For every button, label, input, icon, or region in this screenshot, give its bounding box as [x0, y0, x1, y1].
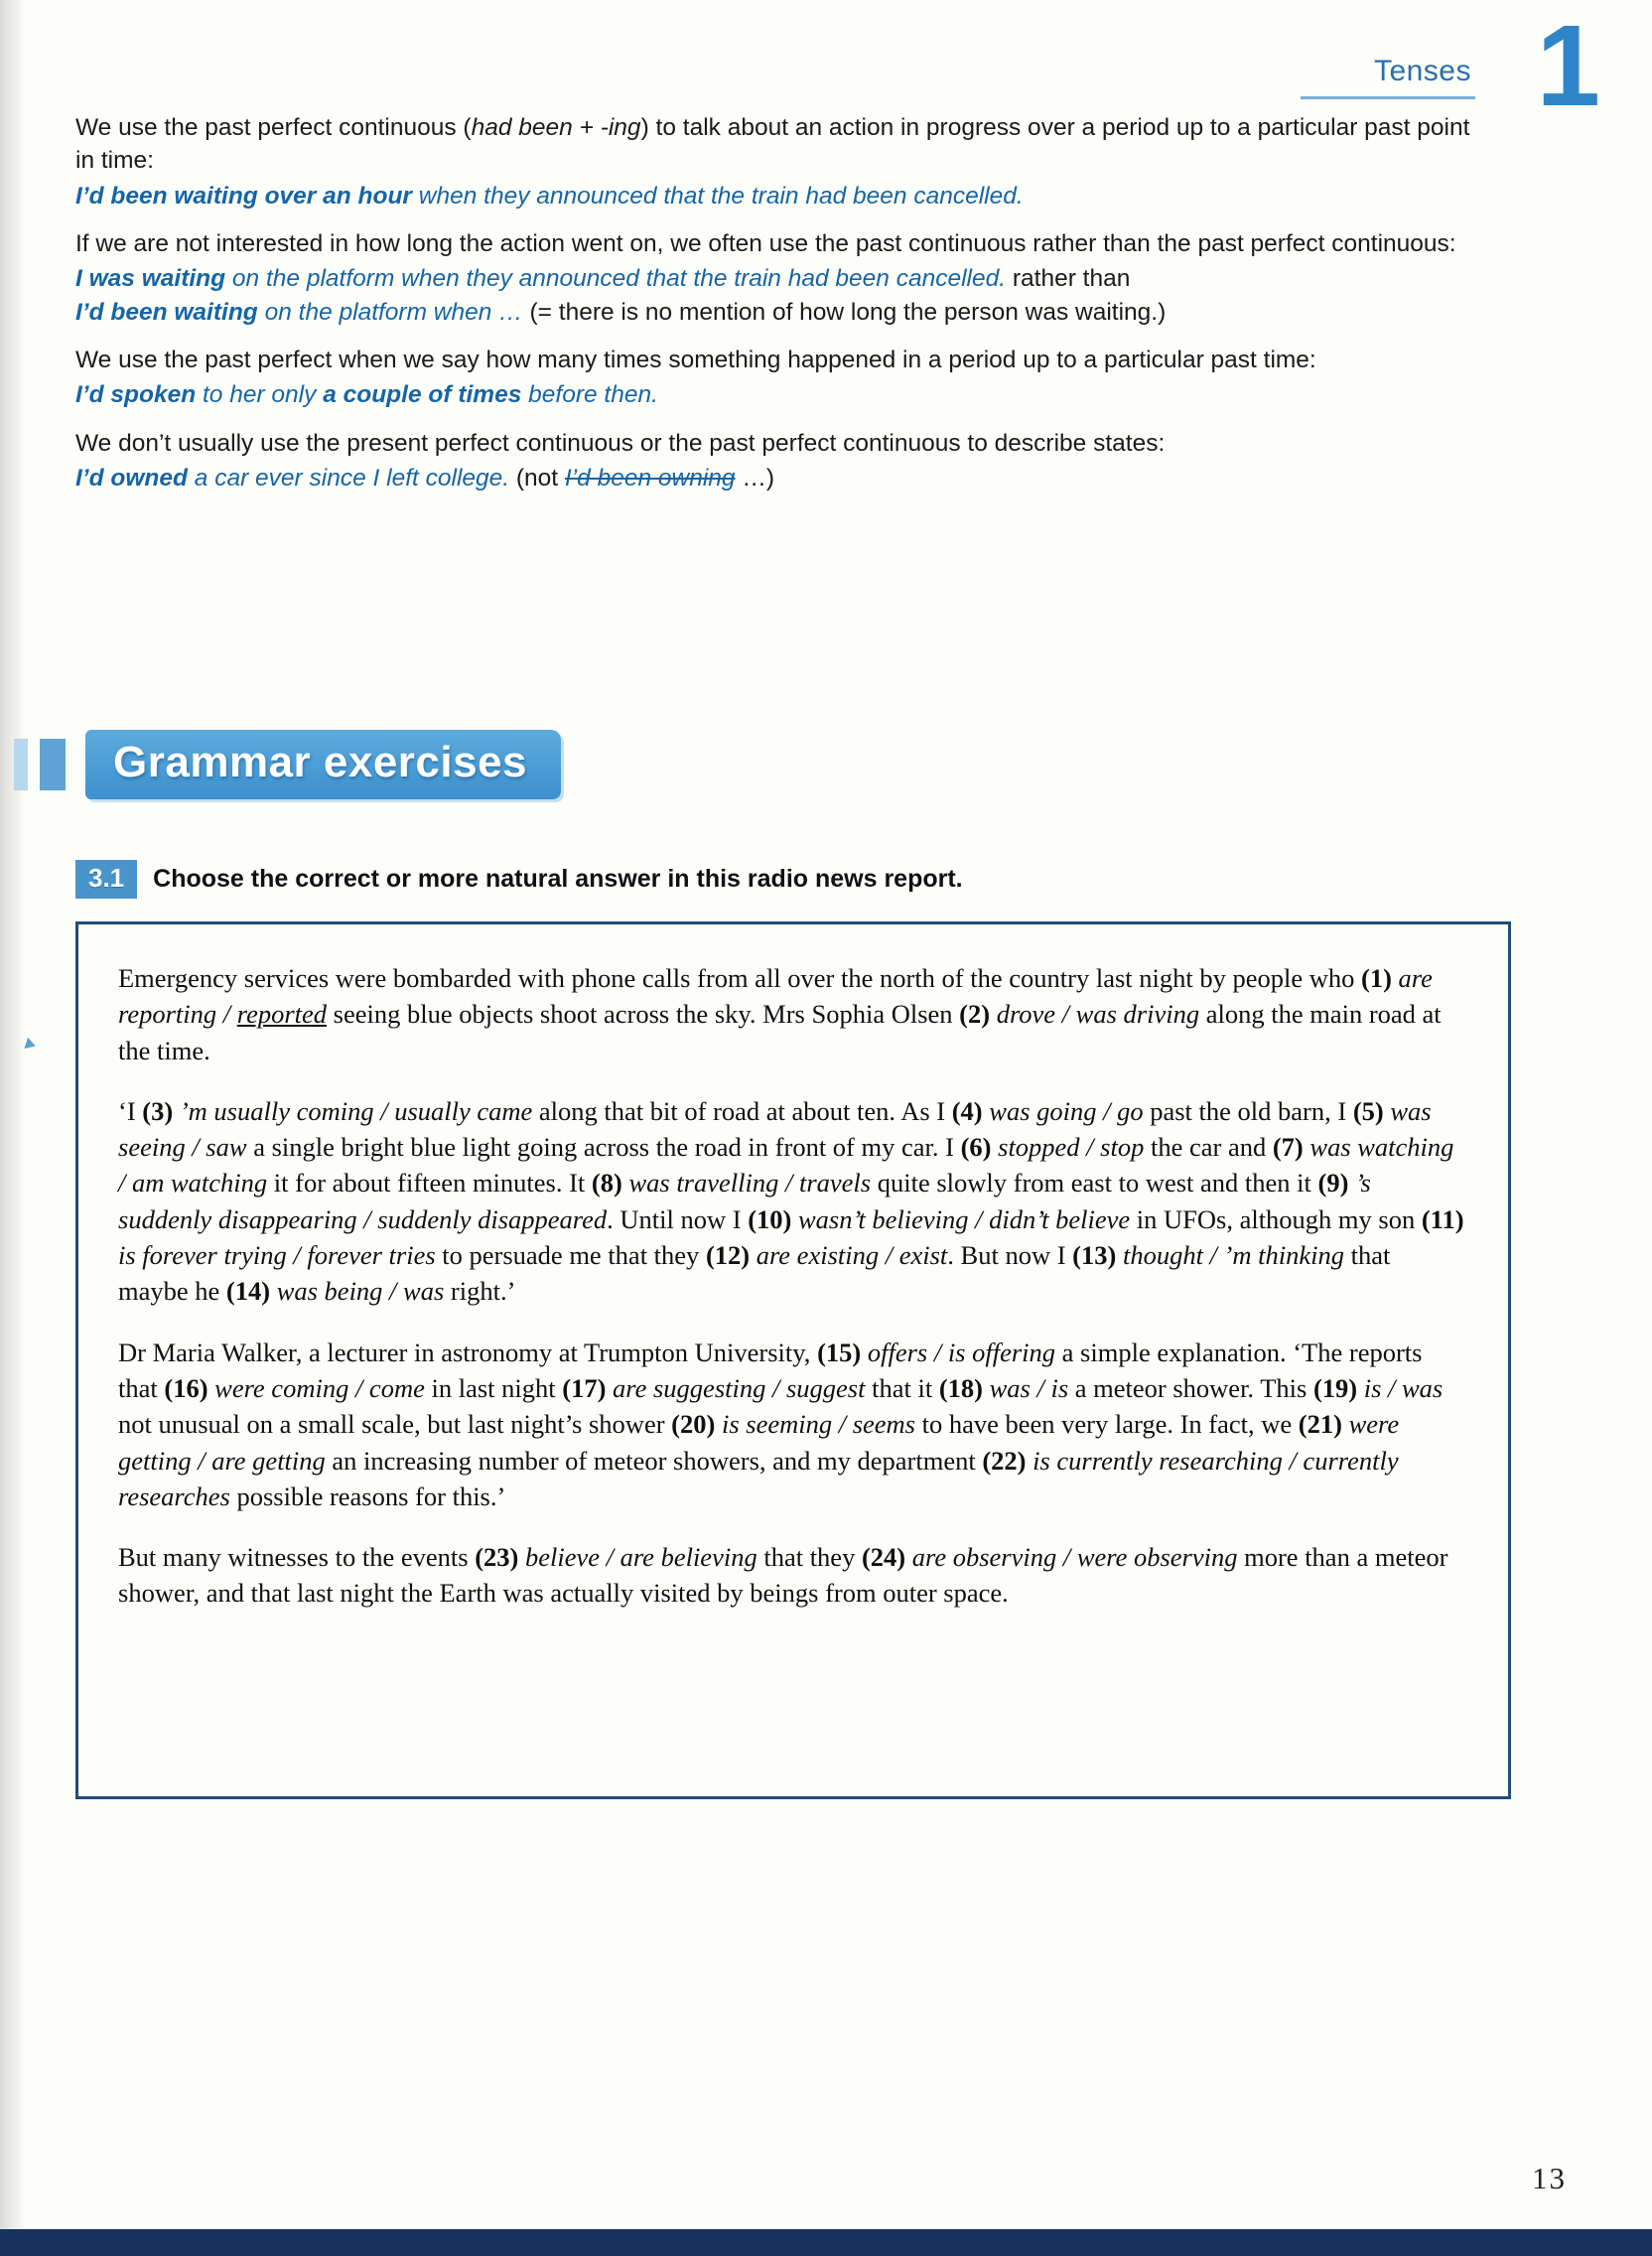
text-run: seeing blue objects shoot across the sky. Mrs Sophia Olsen	[327, 999, 960, 1030]
text-run: to have been very large. In fact, we	[915, 1409, 1299, 1440]
text-run: If we are not interested in how long the action went on, we often use the past continuous rather than the past perfect continuous:	[75, 229, 1456, 257]
report-paragraph	[118, 1093, 1464, 1310]
text-run: is / was	[1363, 1372, 1444, 1403]
text-run: We don’t usually use the present perfect continuous or the past perfect continuous to describe states:	[75, 429, 1166, 457]
text-run: (5)	[1352, 1095, 1384, 1126]
text-run: was going / go	[989, 1095, 1144, 1126]
text-run: (24)	[861, 1542, 906, 1573]
text-run: stopped / stop	[998, 1132, 1145, 1163]
text-run: offers / is offering	[867, 1337, 1056, 1367]
text-run: (21)	[1298, 1409, 1342, 1440]
text-run: ’m usually coming / usually came	[179, 1095, 533, 1126]
page-gutter-shadow	[0, 0, 26, 2256]
text-run	[983, 1373, 990, 1403]
text-run: ) to talk about an action in progress over a period up to a particular past point in time:	[75, 114, 1470, 175]
example-sentence	[75, 462, 1489, 494]
banner-decoration	[14, 739, 66, 790]
text-run: is currently researching / currently researches	[118, 1445, 1399, 1511]
text-run	[990, 999, 997, 1029]
text-run: is forever trying / forever tries	[118, 1240, 436, 1271]
text-run: more than a meteor shower, and that last night the Earth was actually visited by beings from outer space.	[118, 1542, 1448, 1609]
report-paragraph	[118, 1539, 1464, 1612]
radio-news-report-box	[75, 921, 1511, 1799]
text-run: (22)	[982, 1445, 1027, 1476]
text-run: (7)	[1272, 1132, 1304, 1163]
text-run: that they	[757, 1542, 862, 1573]
text-run: (16)	[164, 1372, 208, 1403]
text-run: was / is	[989, 1372, 1069, 1403]
text-run: that maybe he	[118, 1240, 1391, 1307]
text-run: a simple explanation. ‘The reports that	[118, 1337, 1423, 1403]
text-run	[750, 1240, 757, 1270]
text-run: (9)	[1317, 1168, 1349, 1198]
page-number: 13	[1532, 2161, 1567, 2195]
text-run: a couple of times	[323, 381, 522, 409]
text-run: drove / was driving	[996, 999, 1200, 1030]
text-run: (20)	[671, 1409, 716, 1440]
text-run: (4)	[951, 1095, 983, 1126]
text-run: …)	[735, 464, 775, 492]
explanation-block	[75, 344, 1489, 412]
text-run: (17)	[562, 1372, 607, 1403]
text-run	[791, 1204, 798, 1234]
text-run: along the main road at the time.	[118, 999, 1442, 1065]
text-run	[173, 1096, 180, 1126]
text-run: a meteor shower. This	[1068, 1372, 1313, 1403]
text-run: the car and	[1144, 1132, 1273, 1163]
text-run	[270, 1276, 277, 1306]
text-run: (3)	[142, 1095, 174, 1126]
exercise-heading	[75, 860, 963, 899]
text-run: it for about fifteen minutes. It	[267, 1168, 592, 1198]
text-run: (12)	[705, 1240, 751, 1271]
text-run: are reporting /	[118, 963, 1433, 1030]
text-run: an increasing number of meteor showers, and my department	[325, 1445, 983, 1476]
text-run: in UFOs, although my son	[1130, 1203, 1422, 1234]
text-run	[905, 1542, 912, 1572]
text-run: are observing / were observing	[911, 1542, 1238, 1573]
text-run: was seeing / saw	[118, 1095, 1432, 1163]
text-run: to persuade me that they	[435, 1240, 706, 1271]
text-run	[861, 1338, 868, 1367]
text-run: We use the past perfect when we say how many times something happened in a period up to a particular past time:	[75, 346, 1316, 373]
text-run: Emergency services were bombarded with phone calls from all over the north of the country last night by people who	[118, 963, 1362, 993]
grammar-explanations	[75, 111, 1489, 509]
explanation-block	[75, 111, 1489, 212]
explanation-block	[75, 427, 1489, 495]
section-label: Tenses	[1301, 55, 1475, 99]
text-run: are existing / exist	[756, 1240, 948, 1271]
text-run: We use the past perfect continuous (	[75, 114, 472, 141]
text-run: (11)	[1421, 1203, 1464, 1234]
text-run: had been + -ing	[471, 114, 641, 141]
text-run: I’d owned	[75, 464, 188, 492]
text-run: on the platform when …	[257, 298, 523, 326]
text-run: was being / was	[276, 1276, 445, 1307]
text-run: thought / ’m thinking	[1122, 1240, 1344, 1271]
text-run: in last night	[424, 1372, 563, 1403]
footer-bar	[0, 2229, 1652, 2256]
text-run: (23)	[475, 1542, 519, 1573]
text-run: (2)	[959, 999, 991, 1030]
text-run: Dr Maria Walker, a lecturer in astronomy at Trumpton University,	[118, 1337, 818, 1367]
text-run: past the old barn, I	[1143, 1095, 1353, 1126]
text-run: . But now I	[947, 1240, 1073, 1271]
text-run: when they announced that the train had been cancelled.	[411, 182, 1024, 210]
text-run: before then.	[521, 381, 658, 409]
text-run	[1342, 1409, 1349, 1439]
text-run: believe / are believing	[524, 1542, 757, 1573]
text-run: (19)	[1312, 1372, 1358, 1403]
text-run: But many witnesses to the events	[118, 1542, 476, 1573]
text-run: quite slowly from east to west and then it	[871, 1168, 1318, 1198]
text-run: that it	[865, 1372, 939, 1403]
text-run: (18)	[938, 1372, 983, 1403]
banner-bar-icon	[14, 739, 28, 790]
text-run: a car ever since I left college.	[187, 464, 510, 492]
text-run: right.’	[444, 1276, 516, 1307]
text-run: (6)	[960, 1132, 992, 1163]
margin-mark-icon	[24, 1038, 37, 1053]
text-run: on the platform when they announced that the train had been cancelled.	[225, 265, 1007, 293]
text-run: along that bit of road at about ten. As I	[532, 1095, 952, 1126]
explanation-text	[75, 344, 1489, 376]
text-run: (8)	[591, 1168, 622, 1198]
text-run: I’d been waiting over an hour	[75, 182, 412, 210]
text-run: rather than	[1006, 265, 1131, 293]
text-run: I’d been waiting	[75, 298, 258, 326]
text-run: (= there is no mention of how long the person was waiting.)	[522, 298, 1167, 326]
text-run: (14)	[225, 1276, 271, 1307]
report-paragraph	[118, 960, 1464, 1068]
text-run: I’d spoken	[75, 381, 197, 409]
text-run	[1116, 1240, 1123, 1270]
text-run: reported	[236, 999, 328, 1030]
text-run: (not	[509, 464, 565, 492]
banner-bar-icon	[40, 739, 66, 790]
text-run	[518, 1542, 525, 1572]
text-run: (10)	[748, 1203, 792, 1234]
text-run: were getting / are getting	[118, 1409, 1400, 1476]
text-run: not unusual on a small scale, but last night’s shower	[118, 1409, 672, 1440]
example-sentence	[75, 296, 1489, 329]
text-run: ’s suddenly disappearing / suddenly disappeared	[118, 1168, 1371, 1234]
text-run	[1357, 1373, 1364, 1403]
explanation-block	[75, 227, 1489, 329]
text-run: a single bright blue light going across the road in front of my car. I	[246, 1132, 961, 1163]
report-paragraph	[118, 1335, 1464, 1514]
text-run: was watching / am watching	[118, 1132, 1454, 1198]
text-run: I’d been owning	[564, 464, 736, 492]
text-run	[715, 1409, 722, 1439]
chapter-number: 1	[1536, 1, 1600, 130]
text-run: is seeming / seems	[721, 1409, 915, 1440]
text-run: (13)	[1072, 1240, 1117, 1271]
exercise-instruction: Choose the correct or more natural answer in this radio news report.	[153, 865, 963, 893]
text-run	[1392, 963, 1399, 993]
example-sentence	[75, 378, 1489, 411]
text-run: were coming / come	[214, 1372, 425, 1403]
text-run: are suggesting / suggest	[613, 1372, 866, 1403]
text-run: (1)	[1361, 963, 1392, 993]
example-sentence	[75, 262, 1489, 295]
text-run: ‘I	[118, 1095, 143, 1126]
explanation-text	[75, 227, 1489, 260]
explanation-text	[75, 111, 1489, 178]
explanation-text	[75, 427, 1489, 460]
text-run: was travelling / travels	[628, 1168, 872, 1198]
text-run: I was waiting	[75, 265, 226, 293]
example-sentence	[75, 180, 1489, 212]
text-run: . Until now I	[607, 1203, 749, 1234]
grammar-exercises-banner: Grammar exercises	[85, 730, 561, 799]
text-run: (15)	[817, 1337, 862, 1367]
exercise-number-badge: 3.1	[75, 860, 137, 899]
text-run: possible reasons for this.’	[229, 1480, 506, 1511]
text-run: to her only	[196, 381, 324, 409]
text-run: wasn’t believing / didn’t believe	[798, 1203, 1131, 1234]
